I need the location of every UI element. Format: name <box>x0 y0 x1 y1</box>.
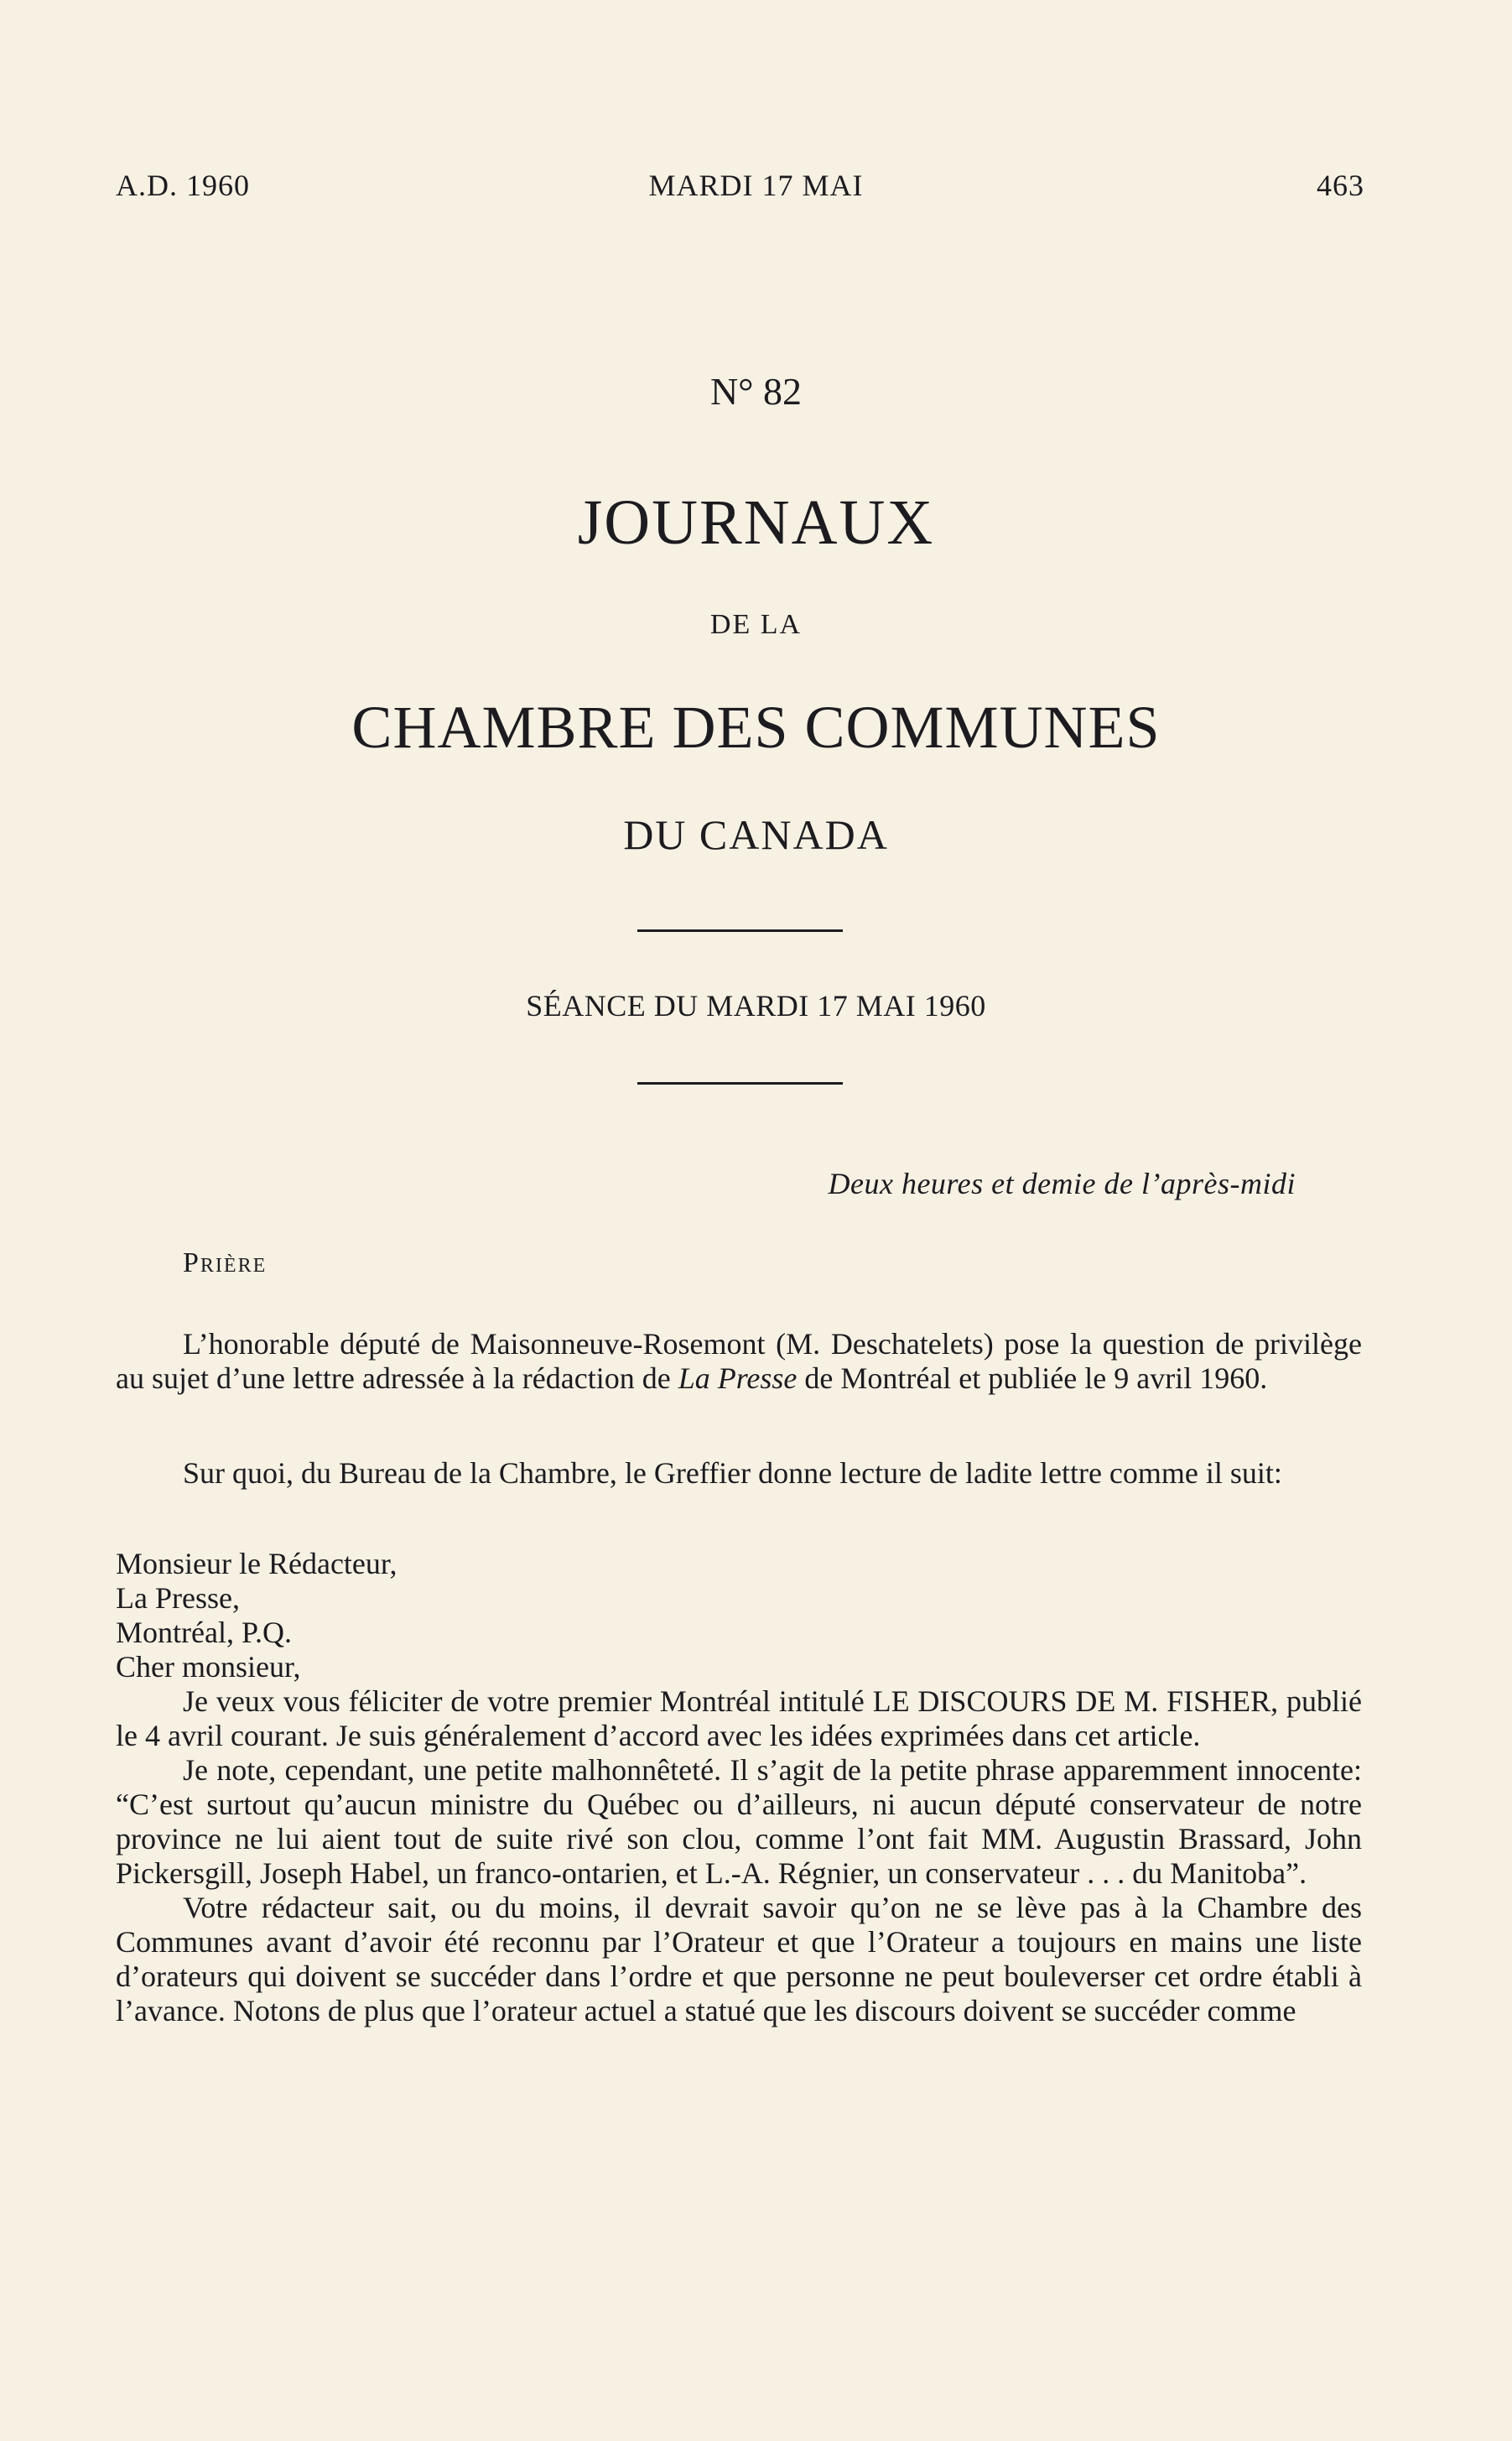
letter-salutation: Cher monsieur, <box>116 1650 301 1684</box>
paragraph-greffier <box>116 1456 1362 1491</box>
divider-rule <box>637 1082 843 1085</box>
running-head-year: A.D. 1960 <box>116 169 250 202</box>
letter-body <box>116 1547 1362 2028</box>
paragraph-text: de Montréal et publiée le 9 avril 1960. <box>797 1361 1268 1395</box>
divider-rule <box>637 929 843 932</box>
letter-address-line: Montréal, P.Q. <box>116 1616 292 1649</box>
letter-address-line: Monsieur le Rédacteur, <box>116 1547 397 1580</box>
letter-paragraph: Je note, cependant, une petite malhonnêteté. Il s’agit de la petite phrase apparemment innocente: “C’est surtout qu’aucun ministre du Québec ou d’ailleurs, ni aucun député conservateur de notre province ne lui aient tout de suite rivé son clou, comme l’ont fait MM. Augustin Brassard, John Pickersgill, Joseph Habel, un franco-ontarien, et L.-A. Régnier, un conservateur . . . du Manitoba”. <box>116 1753 1362 1890</box>
running-head-date: MARDI 17 MAI <box>648 169 864 202</box>
newspaper-name: La Presse <box>678 1361 798 1395</box>
letter-paragraph: Votre rédacteur sait, ou du moins, il devrait savoir qu’on ne se lève pas à la Chambre des Communes avant d’avoir été reconnu par l’Orateur et que l’Orateur a toujours en mains une liste d’orateurs qui doivent se succéder dans l’ordre et que personne ne peut bouleverser cet ordre établi à l’avance. Notons de plus que l’orateur actuel a statué que les discours doivent se succéder comme <box>116 1891 1362 2027</box>
issue-number: N° 82 <box>709 370 803 413</box>
page-number: 463 <box>1317 169 1364 202</box>
title-chambre: CHAMBRE DES COMMUNES <box>351 694 1161 761</box>
letter-paragraph: Je veux vous féliciter de votre premier Montréal intitulé LE DISCOURS DE M. FISHER, publié le 4 avril courant. Je suis généralement d’accord avec les idées exprimées dans cet article. <box>116 1684 1362 1752</box>
title-journaux: JOURNAUX <box>577 487 935 558</box>
title-de-la: DE LA <box>709 609 803 640</box>
seance-heading: SÉANCE DU MARDI 17 MAI 1960 <box>526 989 986 1023</box>
paragraph-text: L’honorable député de Maisonneuve-Rosemont (M. Deschatelets) pose la question de privilège au sujet d’une lettre adressée à la rédaction de <box>116 1327 1362 1395</box>
letter-address-line: La Presse, <box>116 1581 240 1615</box>
paragraph-privilege <box>116 1327 1362 1396</box>
section-priere: Prière <box>183 1247 268 1278</box>
session-time: Deux heures et demie de l’après-midi <box>828 1167 1296 1200</box>
title-du-canada: DU CANADA <box>623 811 889 858</box>
paragraph-text: Sur quoi, du Bureau de la Chambre, le Greffier donne lecture de ladite lettre comme il suit: <box>183 1456 1282 1490</box>
